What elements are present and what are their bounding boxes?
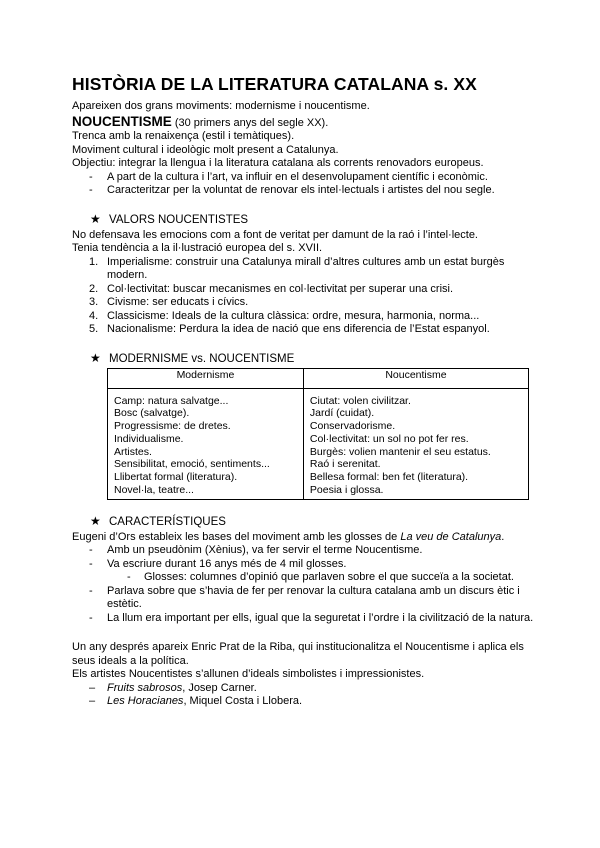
section-heading-caracteristiques: [72, 515, 534, 529]
list-number: 1.: [89, 255, 99, 268]
work-author: , Miquel Costa i Llobera.: [183, 695, 303, 708]
list-item: [72, 283, 534, 297]
noucentisme-cell: [303, 388, 528, 499]
list-item: [72, 558, 534, 572]
list-text: Nacionalisme: Perdura la idea de nació que ens diferencia de l’Estat espanyol.: [107, 323, 490, 335]
table-cell-line: Raó i serenitat.: [309, 458, 381, 471]
list-text: Imperialisme: construir una Catalunya mirall d’altres cultures amb un estat burgès modern.: [107, 255, 505, 281]
noucentisme-line: Trenca amb la renaixença (estil i temàtiques).: [72, 130, 295, 142]
table-cell-line: Ciutat: volen civilitzar.: [309, 394, 411, 407]
works-list: [72, 682, 534, 709]
intro-text: Eugeni d’Ors estableix les bases del moviment amb les glosses de: [72, 530, 401, 543]
dash-marker: -: [89, 584, 93, 597]
table-cell-line: Individualisme.: [114, 432, 184, 445]
table-cell-line: Bosc (salvatge).: [114, 407, 190, 420]
bullet-text: Amb un pseudònim (Xènius), va fer servir el terme Noucentisme.: [107, 544, 423, 557]
table-cell-line: Artistes.: [114, 445, 152, 458]
closing-paragraph: Un any després apareix Enric Prat de la Riba, qui institucionalitza el Noucentisme i aplica els seus ideals a la política.: [72, 641, 524, 667]
caracteristiques-bullets: [72, 544, 534, 625]
table-cell-line: Poesia i glossa.: [309, 484, 384, 497]
table-row: [108, 388, 529, 499]
table-cell-line: Camp: natura salvatge...: [114, 394, 229, 407]
noucentisme-line: Objectiu: integrar la llengua i la literatura catalana als corrents renovadors europeus.: [72, 157, 484, 169]
dash-marker: -: [89, 544, 93, 557]
work-title: Fruits sabrosos: [107, 681, 183, 694]
list-item: [72, 171, 534, 185]
noucentisme-heading-line: [72, 115, 534, 131]
dash-marker: –: [89, 681, 96, 694]
table-cell-line: Burgès: volien mantenir el seu estatus.: [309, 445, 491, 458]
list-number: 4.: [89, 309, 99, 322]
section-heading-text: VALORS NOUCENTISTES: [109, 213, 249, 226]
list-subitem: [72, 571, 534, 585]
dash-marker: -: [89, 611, 93, 624]
section-heading-text: MODERNISME vs. NOUCENTISME: [109, 352, 295, 365]
list-number: 5.: [89, 323, 99, 335]
work-author: , Josep Carner.: [182, 681, 257, 694]
list-item: [72, 695, 534, 709]
dash-marker: -: [127, 571, 131, 584]
bullet-text: Parlava sobre que s’havia de fer per renovar la cultura catalana amb un discurs ètic i estètic.: [107, 584, 520, 611]
noucentisme-bullets: [72, 171, 534, 198]
dash-marker: -: [89, 557, 93, 570]
caracteristiques-intro: [72, 531, 534, 545]
valors-line: No defensava les emocions com a font de veritat per damunt de la raó i l’intel·lecte.: [72, 228, 478, 241]
bullet-text: Va escriure durant 16 anys més de 4 mil glosses.: [107, 557, 347, 570]
noucentisme-heading: NOUCENTISME: [72, 113, 172, 129]
list-item: [72, 256, 534, 283]
star-icon: ★: [90, 513, 101, 528]
bullet-text: A part de la cultura i l’art, va influir en el desenvolupament científic i econòmic.: [107, 170, 488, 183]
dash-marker: -: [89, 184, 93, 196]
table-cell-line: Conservadorisme.: [309, 420, 396, 433]
list-text: Classicisme: Ideals de la cultura clàssica: ordre, mesura, harmonia, norma...: [107, 309, 480, 322]
table-cell-line: Progressisme: de dretes.: [114, 420, 231, 433]
bullet-text: Caracteritzar per la voluntat de renovar els intel·lectuals i artistes del nou segle.: [107, 184, 495, 196]
valors-list: [72, 256, 534, 337]
section-heading-valors: [72, 213, 534, 227]
modernisme-cell: [108, 388, 304, 499]
bullet-text: Glosses: columnes d’opinió que parlaven sobre el que succeïa a la societat.: [144, 571, 514, 584]
list-text: Civisme: ser educats i cívics.: [107, 296, 249, 308]
star-icon: ★: [90, 350, 101, 365]
bullet-text: La llum era important per ells, igual que la seguretat i l’ordre i la civilització de la natura.: [107, 611, 534, 624]
list-item: [72, 323, 534, 337]
table-cell-line: Llibertat formal (literatura).: [114, 471, 238, 484]
list-item: [72, 184, 534, 198]
star-icon: ★: [90, 211, 101, 226]
comparison-table: [107, 368, 529, 500]
column-header-noucentisme: Noucentisme: [303, 368, 528, 388]
closing-paragraph: Els artistes Noucentistes s’allunen d’ideals simbolistes i impressionistes.: [72, 668, 425, 681]
table-cell-line: Col·lectivitat: un sol no pot fer res.: [309, 432, 469, 445]
intro-text: Apareixen dos grans moviments: modernisme i noucentisme.: [72, 100, 370, 112]
valors-line: Tenia tendència a la il·lustració europea del s. XVII.: [72, 242, 323, 254]
noucentisme-line: Moviment cultural i ideològic molt present a Catalunya.: [72, 143, 339, 156]
section-heading-text: CARACTERÍSTIQUES: [109, 515, 226, 528]
table-header-row: [108, 368, 529, 388]
list-number: 2.: [89, 282, 99, 295]
intro-end: .: [501, 530, 505, 543]
column-header-modernisme: Modernisme: [108, 368, 304, 388]
list-item: [72, 296, 534, 310]
table-cell-line: Sensibilitat, emoció, sentiments...: [114, 458, 270, 471]
publication-title: La veu de Catalunya: [400, 530, 502, 543]
list-item: [72, 612, 534, 626]
table-cell-line: Jardí (cuidat).: [309, 407, 375, 420]
list-number: 3.: [89, 296, 99, 308]
list-item: [72, 585, 534, 612]
table-cell-line: Bellesa formal: ben fet (literatura).: [309, 471, 469, 484]
document-page: [72, 74, 534, 709]
work-title: Les Horacianes: [107, 695, 184, 708]
table-cell-line: Novel·la, teatre...: [114, 484, 194, 497]
section-heading-comparison: [72, 352, 534, 366]
list-item: [72, 310, 534, 324]
list-text: Col·lectivitat: buscar mecanismes en col·lectivitat per superar una crisi.: [107, 282, 454, 295]
list-item: [72, 682, 534, 696]
page-title: HISTÒRIA DE LA LITERATURA CATALANA s. XX: [72, 74, 477, 94]
list-item: [72, 544, 534, 558]
dash-marker: -: [89, 170, 93, 183]
noucentisme-subtitle: (30 primers anys del segle XX).: [174, 116, 329, 129]
dash-marker: –: [89, 695, 96, 708]
